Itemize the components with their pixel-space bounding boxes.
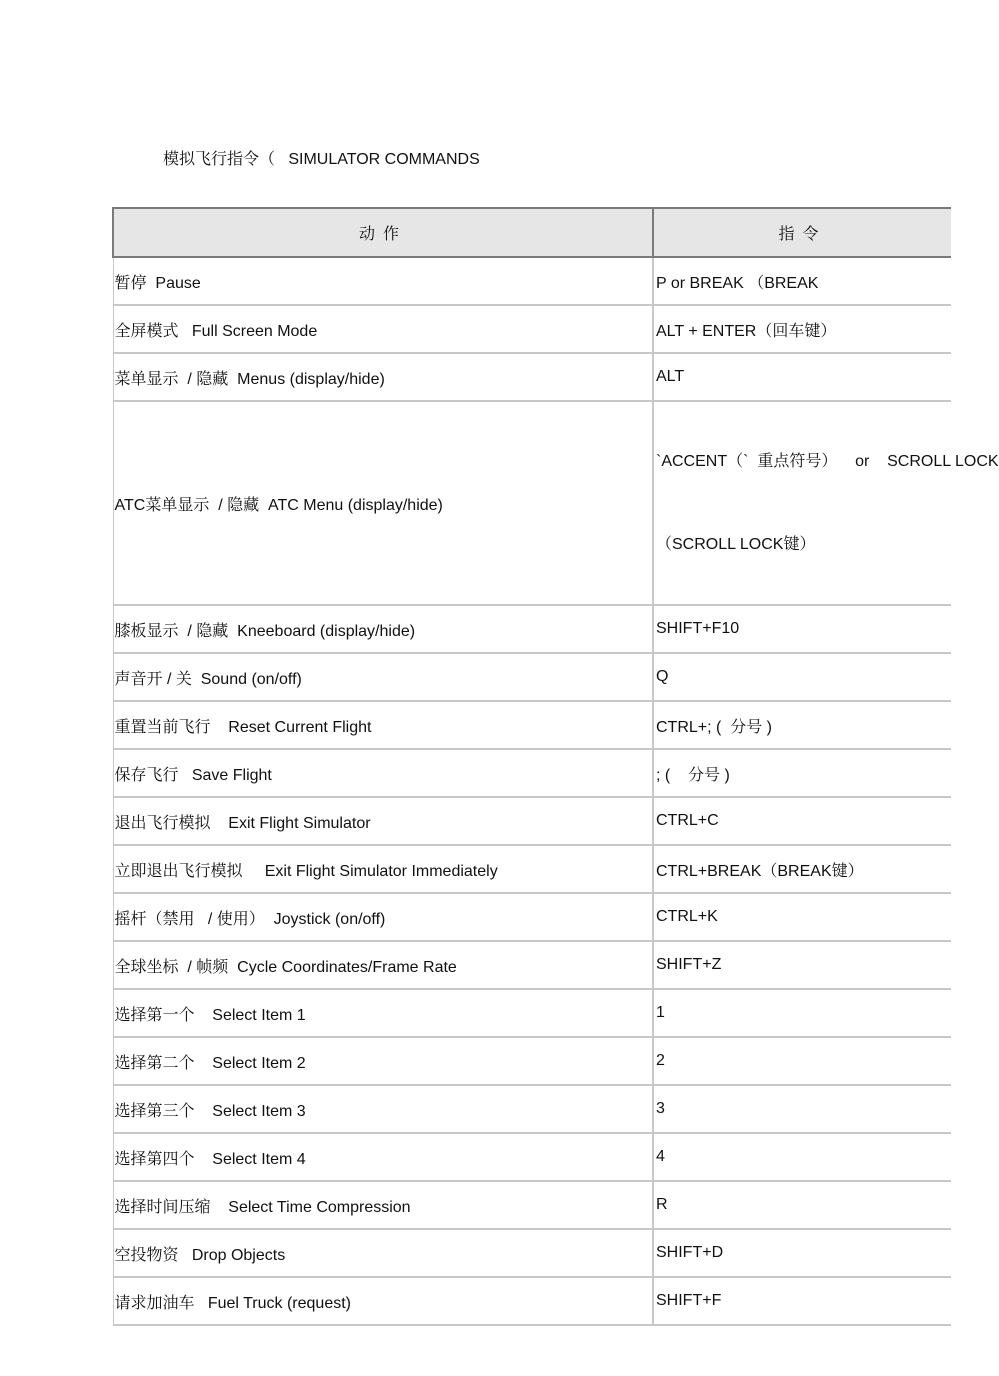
table-row bbox=[113, 1085, 951, 1133]
command-cell: P or BREAK （BREAK bbox=[653, 257, 951, 305]
table-row bbox=[113, 1229, 951, 1277]
action-cell: 菜单显示 / 隐藏 Menus (display/hide) bbox=[113, 353, 653, 401]
command-cell: ; ( 分号 ) bbox=[653, 749, 951, 797]
action-cell: ATC菜单显示 / 隐藏 ATC Menu (display/hide) bbox=[113, 401, 653, 605]
action-cell: 选择第二个 Select Item 2 bbox=[113, 1037, 653, 1085]
action-cell: 空投物资 Drop Objects bbox=[113, 1229, 653, 1277]
document-title: 模拟飞行指令（ SIMULATOR COMMANDS bbox=[163, 151, 480, 168]
action-cell: 全屏模式 Full Screen Mode bbox=[113, 305, 653, 353]
table-row bbox=[113, 1133, 951, 1181]
command-cell: 2 bbox=[653, 1037, 951, 1085]
table-row bbox=[113, 1181, 951, 1229]
command-cell: 4 bbox=[653, 1133, 951, 1181]
command-line: `ACCENT（` 重点符号） or SCROLL LOCK bbox=[656, 453, 999, 470]
table-row bbox=[113, 401, 951, 605]
action-cell: 保存飞行 Save Flight bbox=[113, 749, 653, 797]
command-cell: SHIFT+F10 bbox=[653, 605, 951, 653]
header-command: 指令 bbox=[653, 208, 951, 257]
command-cell: 3 bbox=[653, 1085, 951, 1133]
table-row bbox=[113, 701, 951, 749]
table-row bbox=[113, 353, 951, 401]
command-cell: CTRL+C bbox=[653, 797, 951, 845]
table-row bbox=[113, 257, 951, 305]
command-cell: ALT + ENTER（回车键） bbox=[653, 305, 951, 353]
commands-table bbox=[112, 207, 999, 1326]
table-row bbox=[113, 941, 951, 989]
table-row bbox=[113, 893, 951, 941]
action-cell: 暂停 Pause bbox=[113, 257, 653, 305]
action-cell: 摇杆（禁用 / 使用） Joystick (on/off) bbox=[113, 893, 653, 941]
command-cell: SHIFT+D bbox=[653, 1229, 951, 1277]
header-action: 动作 bbox=[113, 208, 653, 257]
action-cell: 请求加油车 Fuel Truck (request) bbox=[113, 1277, 653, 1325]
action-cell: 选择第三个 Select Item 3 bbox=[113, 1085, 653, 1133]
action-cell: 选择时间压缩 Select Time Compression bbox=[113, 1181, 653, 1229]
command-cell: Q bbox=[653, 653, 951, 701]
command-cell: 1 bbox=[653, 989, 951, 1037]
command-cell: SHIFT+Z bbox=[653, 941, 951, 989]
command-cell: CTRL+; ( 分号 ) bbox=[653, 701, 951, 749]
table-row bbox=[113, 605, 951, 653]
action-cell: 立即退出飞行模拟 Exit Flight Simulator Immediately bbox=[113, 845, 653, 893]
action-cell: 声音开 / 关 Sound (on/off) bbox=[113, 653, 653, 701]
table-row bbox=[113, 989, 951, 1037]
action-cell: 膝板显示 / 隐藏 Kneeboard (display/hide) bbox=[113, 605, 653, 653]
table-header-row bbox=[113, 208, 951, 257]
command-line: （SCROLL LOCK键） bbox=[656, 536, 816, 553]
action-cell: 全球坐标 / 帧频 Cycle Coordinates/Frame Rate bbox=[113, 941, 653, 989]
action-cell: 重置当前飞行 Reset Current Flight bbox=[113, 701, 653, 749]
table-row bbox=[113, 845, 951, 893]
command-cell: CTRL+K bbox=[653, 893, 951, 941]
action-cell: 选择第四个 Select Item 4 bbox=[113, 1133, 653, 1181]
table-row bbox=[113, 749, 951, 797]
table-row bbox=[113, 305, 951, 353]
command-cell: ALT bbox=[653, 353, 951, 401]
action-cell: 退出飞行模拟 Exit Flight Simulator bbox=[113, 797, 653, 845]
command-cell: CTRL+BREAK（BREAK键） bbox=[653, 845, 951, 893]
command-cell bbox=[653, 401, 999, 605]
table-row bbox=[113, 1277, 951, 1325]
table-row bbox=[113, 653, 951, 701]
table-row bbox=[113, 797, 951, 845]
command-cell: R bbox=[653, 1181, 951, 1229]
action-cell: 选择第一个 Select Item 1 bbox=[113, 989, 653, 1037]
table-row bbox=[113, 1037, 951, 1085]
command-cell: SHIFT+F bbox=[653, 1277, 951, 1325]
